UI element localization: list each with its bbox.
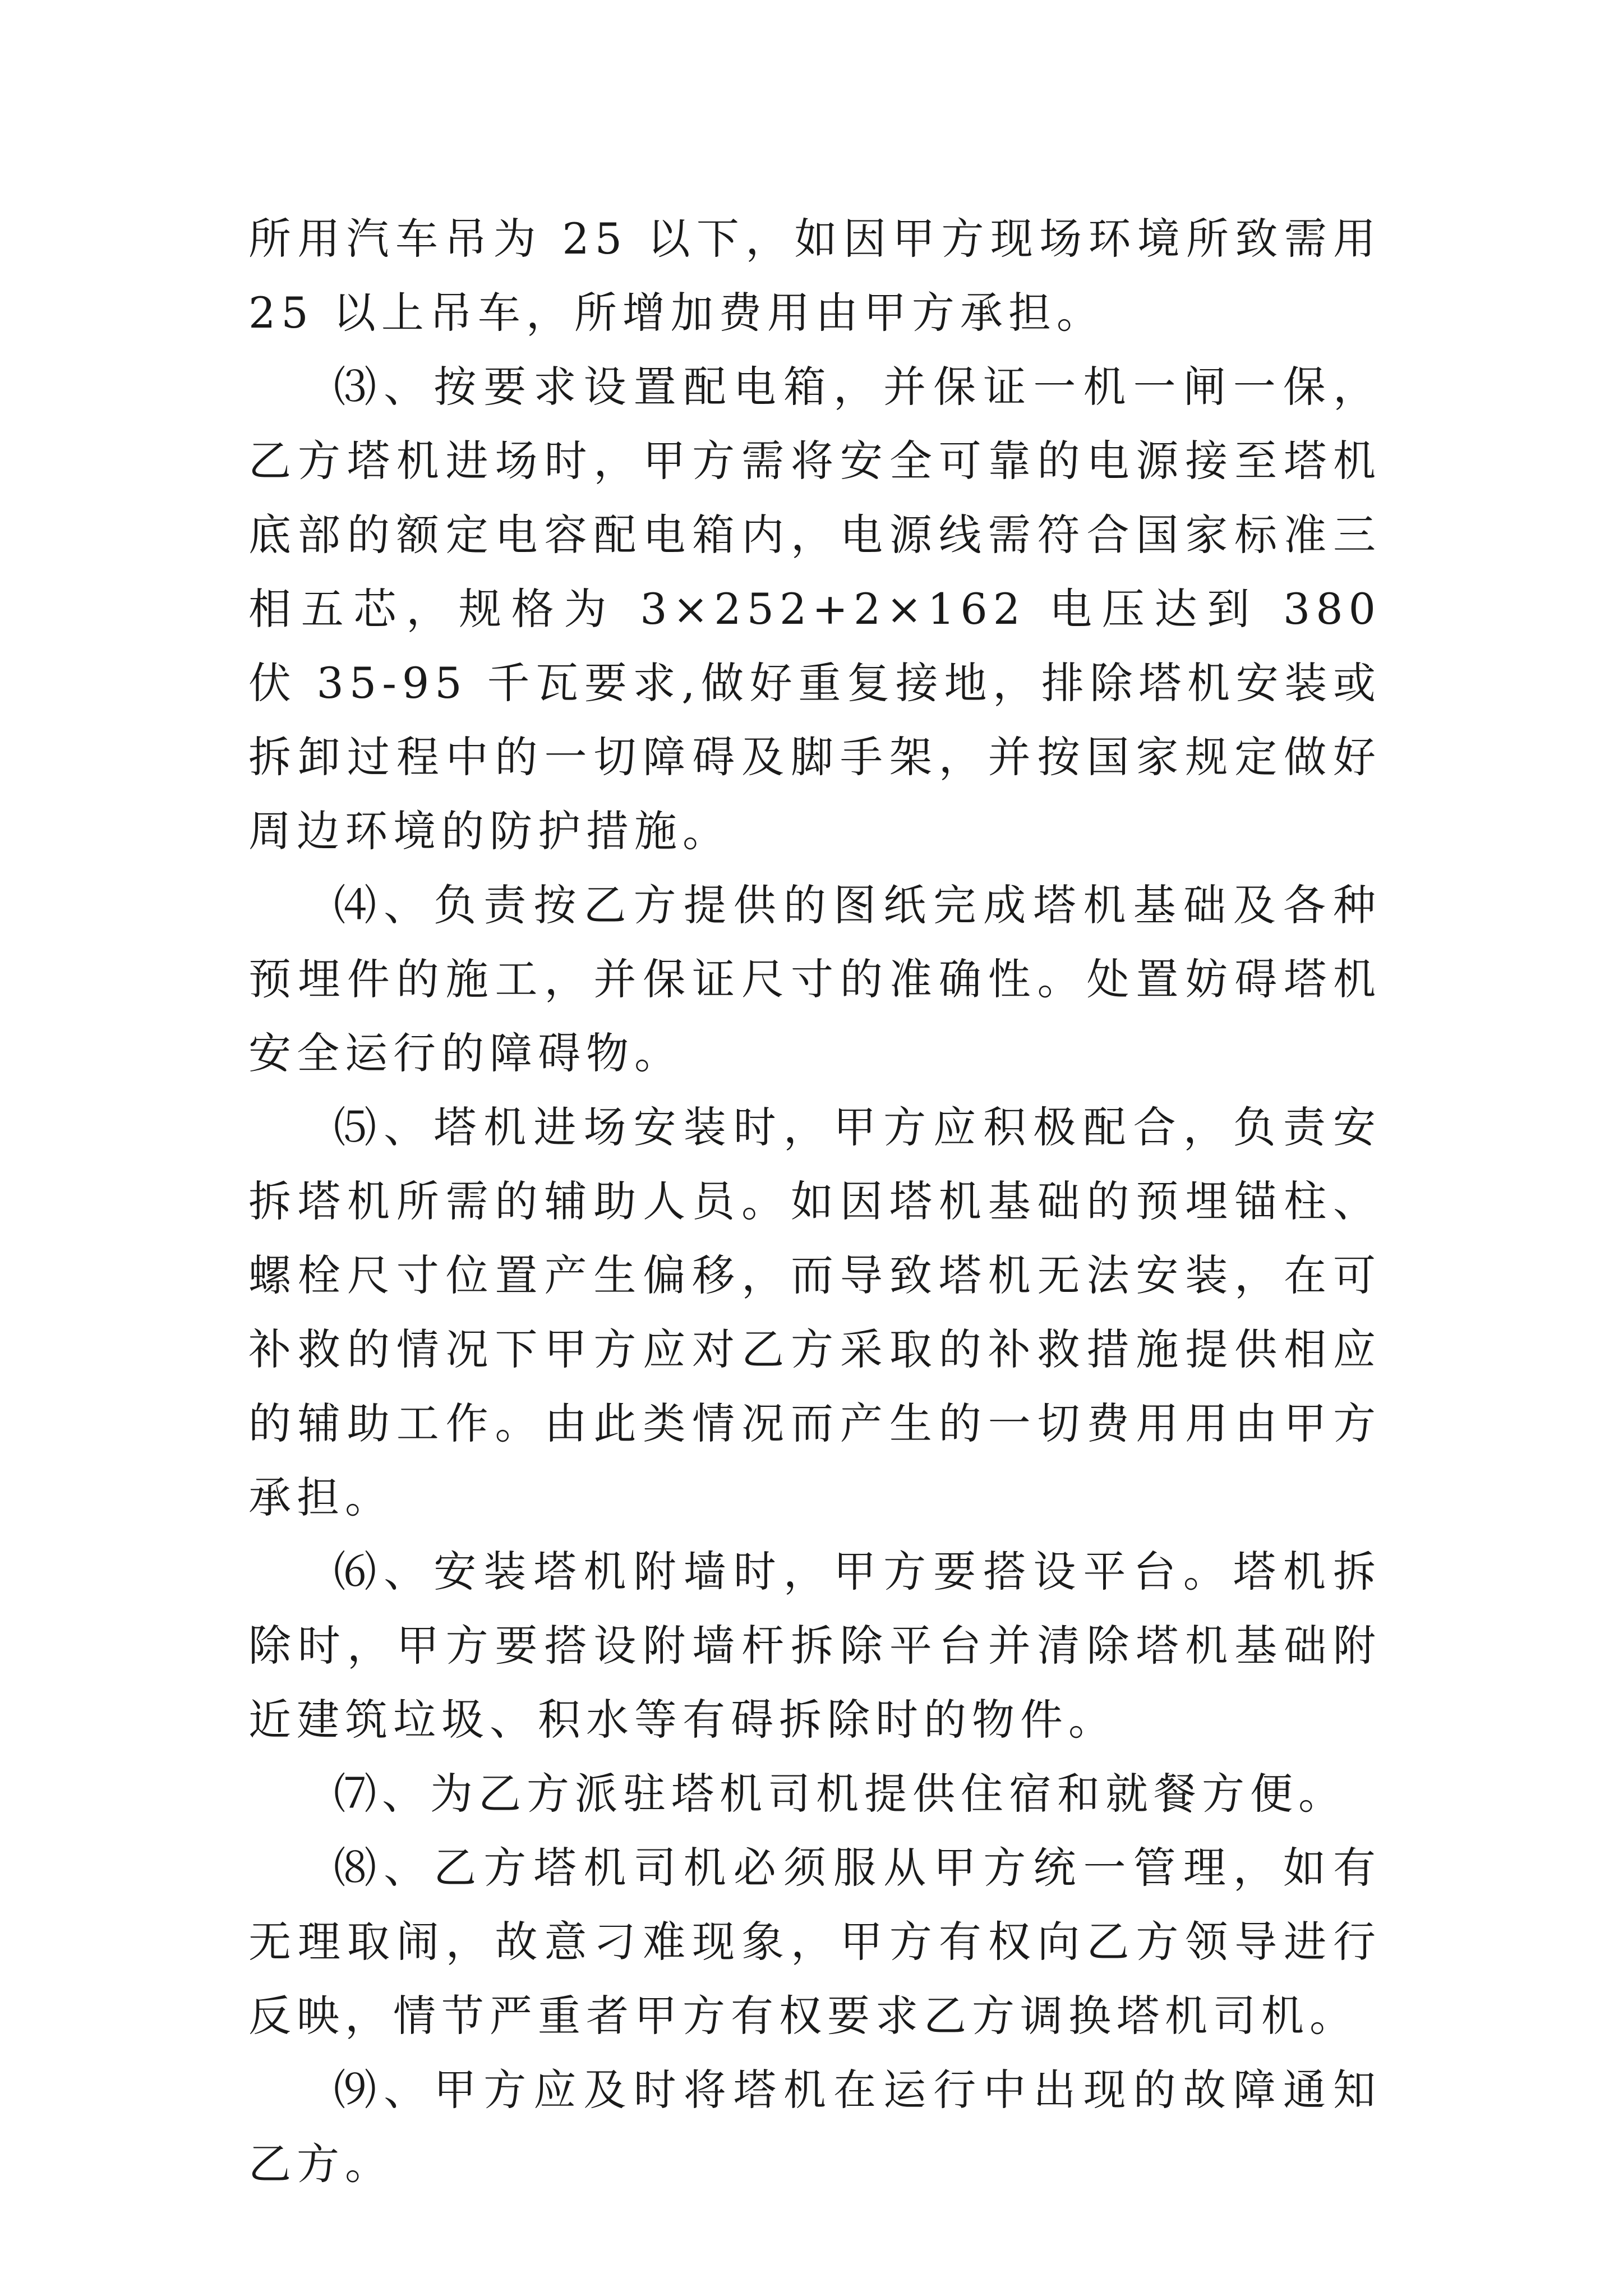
paragraph-item-9: ⑼、甲方应及时将塔机在运行中出现的故障通知乙方。 — [248, 2065, 1381, 2189]
paragraph-item-5: ⑸、塔机进场安装时，甲方应积极配合，负责安拆塔机所需的辅助人员。如因塔机基础的预埋锚柱、螺栓尺寸位置产生偏移，而导致塔机无法安装，在可补救的情况下甲方应对乙方采取的补救措施提供相应的辅助工作。由此类情况而产生的一切费用用由甲方承担。 — [248, 1102, 1381, 1522]
paragraph-item-4: ⑷、负责按乙方提供的图纸完成塔机基础及各种预埋件的施工，并保证尺寸的准确性。处置妨碍塔机安全运行的障碍物。 — [248, 880, 1381, 1078]
document-body — [248, 202, 1381, 2201]
paragraph-item-8: ⑻、乙方塔机司机必须服从甲方统一管理，如有无理取闹，故意刁难现象，甲方有权向乙方领导进行反映，情节严重者甲方有权要求乙方调换塔机司机。 — [248, 1843, 1381, 2041]
paragraph-continuation: 所用汽车吊为 25 以下，如因甲方现场环境所致需用 25 以上吊车，所增加费用由甲方承担。 — [248, 214, 1381, 338]
paragraph-item-3: ⑶、按要求设置配电箱，并保证一机一闸一保，乙方塔机进场时，甲方需将安全可靠的电源接至塔机底部的额定电容配电箱内，电源线需符合国家标准三相五芯，规格为 3×252+2×162 电压达到 380 伏 35-95 千瓦要求,做好重复接地，排除塔机安装或拆卸过程中的一切障碍及脚手架，并按国家规定做好周边环境的防护措施。 — [248, 362, 1381, 856]
paragraph-item-6: ⑹、安装塔机附墙时，甲方要搭设平台。塔机拆除时，甲方要搭设附墙杆拆除平台并清除塔机基础附近建筑垃圾、积水等有碍拆除时的物件。 — [248, 1547, 1381, 1745]
paragraph-item-7: ⑺、为乙方派驻塔机司机提供住宿和就餐方便。 — [334, 1769, 1347, 1819]
